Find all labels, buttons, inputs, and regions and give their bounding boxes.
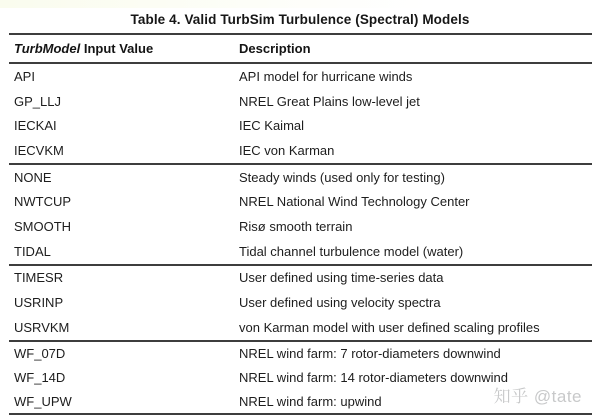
- table-group-iec: [9, 64, 592, 163]
- description-cell: Tidal channel turbulence model (water): [239, 243, 464, 259]
- column-header-model: [9, 41, 239, 56]
- model-cell: USRVKM: [14, 319, 70, 335]
- table-row: [9, 189, 592, 214]
- description-cell: IEC Kaimal: [239, 118, 305, 134]
- column-header-model-rest: Input Value: [83, 41, 154, 56]
- column-header-description: Description: [239, 41, 311, 56]
- table-row: [9, 113, 592, 138]
- table-row: [9, 89, 592, 114]
- model-cell: NWTCUP: [14, 194, 72, 210]
- table-bottom-rule: [9, 413, 592, 415]
- table-row: [9, 64, 592, 89]
- model-cell: TIMESR: [14, 270, 64, 286]
- description-cell: NREL wind farm: upwind: [239, 393, 382, 409]
- description-cell: IEC von Karman: [239, 142, 335, 158]
- scan-tint-artifact: [0, 0, 430, 8]
- model-cell: IECKAI: [14, 118, 57, 134]
- description-cell: User defined using velocity spectra: [239, 295, 441, 311]
- model-cell: IECVKM: [14, 142, 64, 158]
- turbsim-models-table: [9, 33, 592, 415]
- table-group-user: [9, 266, 592, 340]
- model-cell: WF_07D: [14, 345, 66, 361]
- model-cell: TIDAL: [14, 243, 51, 259]
- table-title: Table 4. Valid TurbSim Turbulence (Spectral) Models: [130, 12, 470, 27]
- table-row: [9, 266, 592, 291]
- model-cell: NONE: [14, 169, 52, 185]
- model-cell: SMOOTH: [14, 218, 72, 234]
- description-cell: NREL wind farm: 7 rotor-diameters downwind: [239, 345, 501, 361]
- model-cell: WF_UPW: [14, 393, 72, 409]
- table-row: [9, 315, 592, 340]
- table-row: [9, 138, 592, 163]
- table-header-row: [9, 35, 592, 62]
- description-cell: NREL wind farm: 14 rotor-diameters downwind: [239, 369, 509, 385]
- model-cell: USRINP: [14, 295, 64, 311]
- model-cell: WF_14D: [14, 369, 66, 385]
- table-row: [9, 290, 592, 315]
- model-cell: GP_LLJ: [14, 93, 61, 109]
- description-cell: Risø smooth terrain: [239, 218, 353, 234]
- description-cell: Steady winds (used only for testing): [239, 169, 445, 185]
- description-cell: NREL National Wind Technology Center: [239, 194, 470, 210]
- description-cell: NREL Great Plains low-level jet: [239, 93, 420, 109]
- table-row: [9, 342, 592, 366]
- description-cell: User defined using time-series data: [239, 270, 444, 286]
- zhihu-watermark: 知乎 @tate: [493, 387, 582, 406]
- model-cell: API: [14, 68, 35, 84]
- description-cell: von Karman model with user defined scaling profiles: [239, 319, 540, 335]
- table-row: [9, 214, 592, 239]
- table-row: [9, 239, 592, 264]
- table-row: [9, 165, 592, 190]
- description-cell: API model for hurricane winds: [239, 68, 413, 84]
- column-header-model-italic: TurbModel: [14, 41, 81, 56]
- table-group-nrel: [9, 165, 592, 264]
